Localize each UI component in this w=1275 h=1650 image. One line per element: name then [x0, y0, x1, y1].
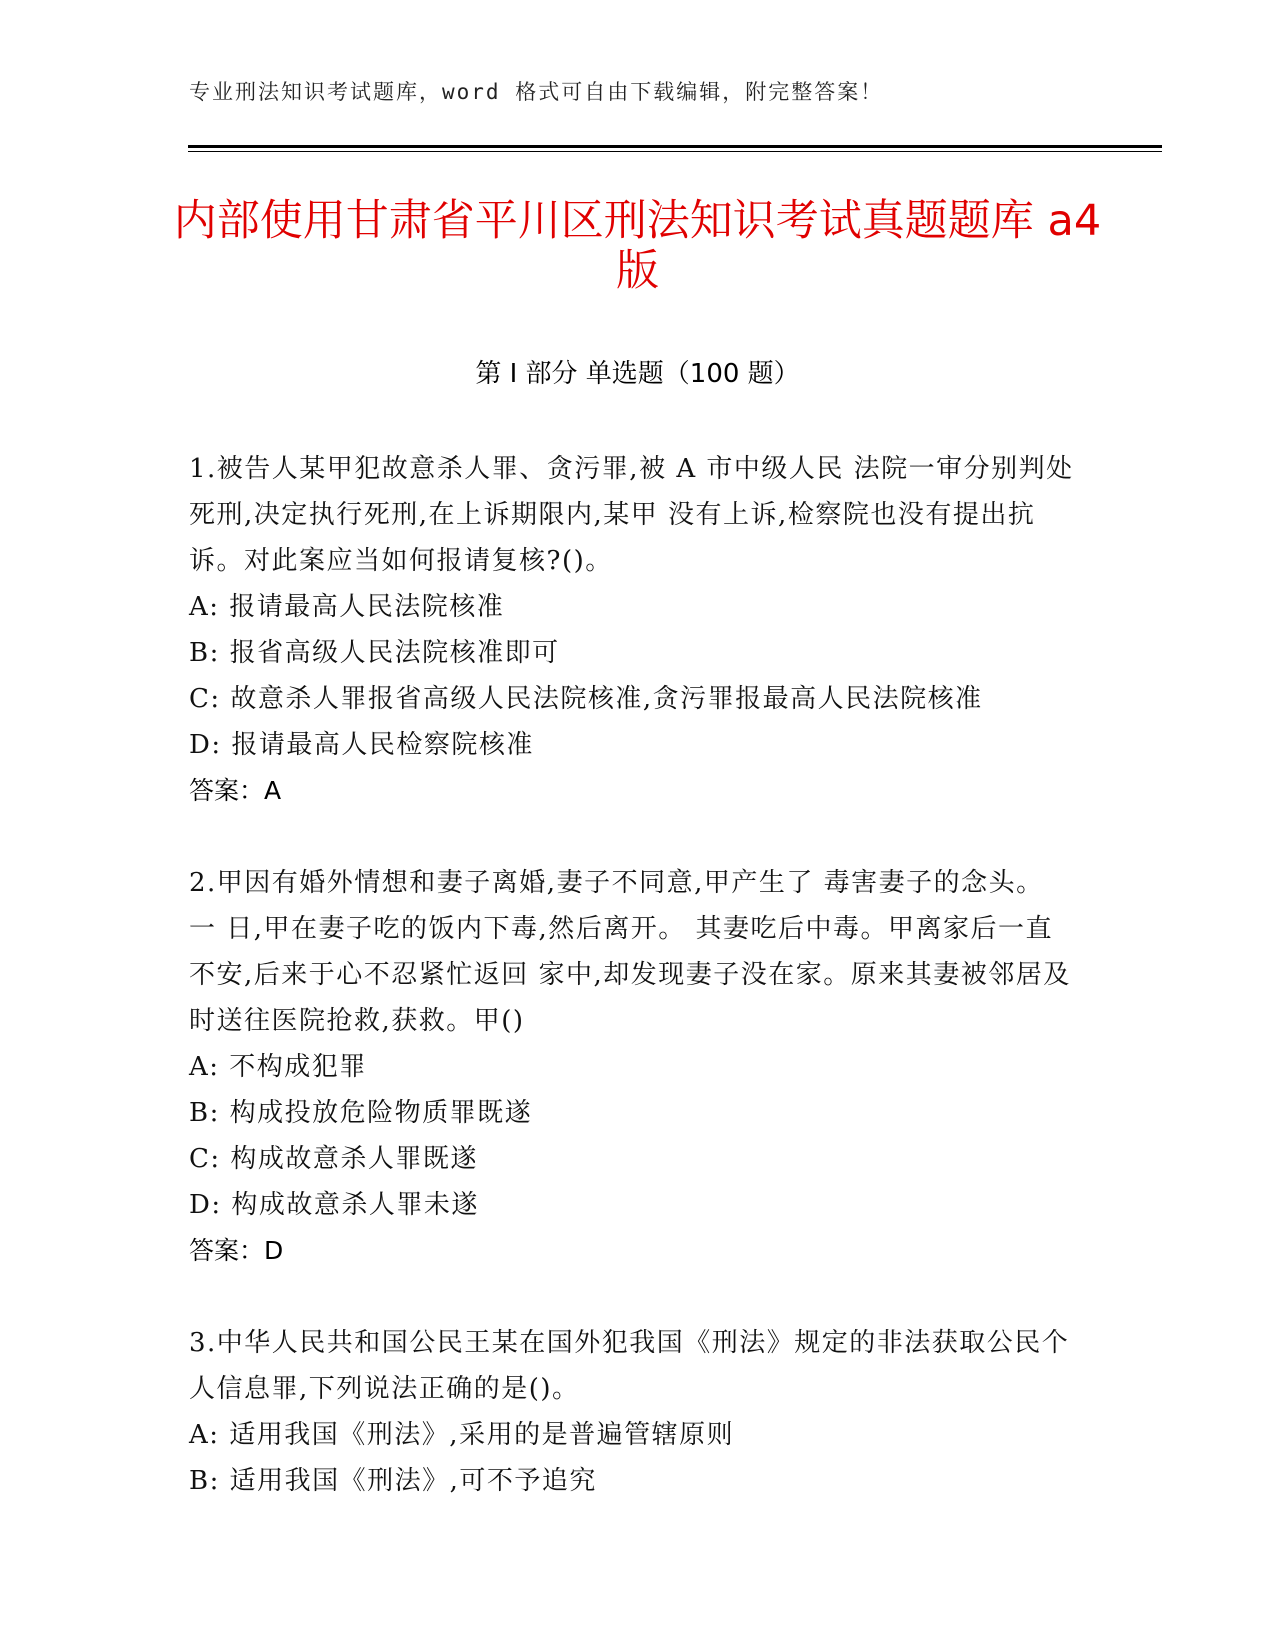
header-rule-thin — [188, 151, 1162, 152]
option-d: D: 报请最高人民检察院核准 — [189, 730, 534, 760]
header-rule — [188, 145, 1162, 148]
question-1 — [189, 446, 1079, 814]
option-c: C: 构成故意杀人罪既遂 — [189, 1144, 478, 1174]
question-stem: 1.被告人某甲犯故意杀人罪、贪污罪,被 A 市中级人民 法院一审分别判处死刑,决定执行死刑,在上诉期限内,某甲 没有上诉,检察院也没有提出抗诉。对此案应当如何报请复核?()。 — [189, 454, 1074, 576]
option-a: A: 报请最高人民法院核准 — [189, 592, 505, 622]
option-b: B: 构成投放危险物质罪既遂 — [189, 1098, 533, 1128]
option-b: B: 适用我国《刑法》,可不予追究 — [189, 1466, 597, 1496]
question-stem: 2.甲因有婚外情想和妻子离婚,妻子不同意,甲产生了 毒害妻子的念头。 一 日,甲在妻子吃的饭内下毒,然后离开。 其妻吃后中毒。甲离家后一直不安,后来于心不忍紧忙返回 家中,却发现妻子没在家。原来其妻被邻居及时送往医院抢救,获救。甲() — [189, 868, 1071, 1036]
question-2 — [189, 860, 1079, 1274]
option-a: A: 适用我国《刑法》,采用的是普遍管辖原则 — [189, 1420, 735, 1450]
option-c: C: 故意杀人罪报省高级人民法院核准,贪污罪报最高人民法院核准 — [189, 684, 983, 714]
question-stem: 3.中华人民共和国公民王某在国外犯我国《刑法》规定的非法获取公民个人信息罪,下列说法正确的是()。 — [189, 1328, 1070, 1404]
option-a: A: 不构成犯罪 — [189, 1052, 367, 1082]
option-d: D: 构成故意杀人罪未遂 — [189, 1190, 479, 1220]
document-title: 内部使用甘肃省平川区刑法知识考试真题题库 a4 版 — [173, 196, 1102, 296]
question-list — [189, 446, 1079, 1550]
question-3 — [189, 1320, 1079, 1504]
section-heading: 第 I 部分 单选题（100 题） — [475, 359, 800, 389]
answer: 答案：A — [189, 776, 282, 805]
option-b: B: 报省高级人民法院核准即可 — [189, 638, 560, 668]
answer: 答案：D — [189, 1236, 284, 1265]
header-note: 专业刑法知识考试题库，word 格式可自由下载编辑，附完整答案！ — [189, 80, 884, 104]
